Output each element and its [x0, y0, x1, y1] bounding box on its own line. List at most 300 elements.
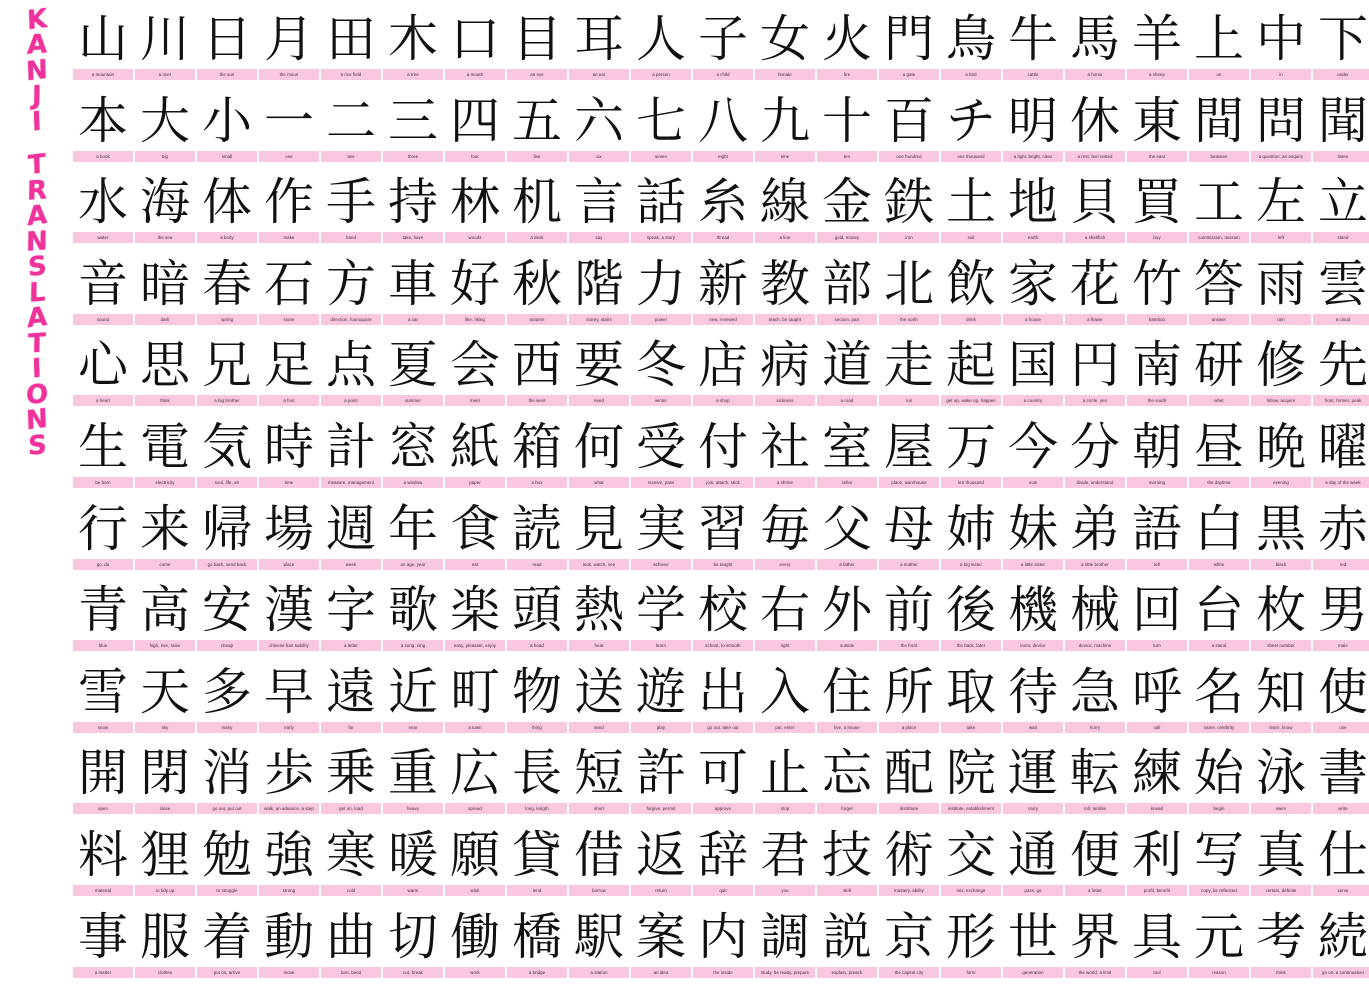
kanji-meaning-label: a town [445, 722, 505, 733]
kanji-cell[interactable] [320, 92, 382, 174]
kanji-cell[interactable] [1002, 663, 1064, 745]
kanji-cell[interactable] [1126, 826, 1188, 908]
kanji-cell[interactable] [320, 826, 382, 908]
kanji-cell[interactable] [630, 826, 692, 908]
kanji-cell[interactable] [816, 10, 878, 92]
kanji-cell[interactable] [568, 581, 630, 663]
kanji-cell[interactable] [506, 255, 568, 337]
kanji-cell[interactable] [444, 173, 506, 255]
kanji-cell[interactable] [1064, 908, 1126, 990]
kanji-meaning-label: four [445, 151, 505, 162]
kanji-cell[interactable] [754, 336, 816, 418]
kanji-cell[interactable] [754, 173, 816, 255]
kanji-cell[interactable] [630, 92, 692, 174]
kanji-meaning-label: a place [879, 722, 939, 733]
kanji-cell[interactable] [940, 255, 1002, 337]
kanji-cell[interactable] [1064, 581, 1126, 663]
kanji-cell[interactable] [382, 255, 444, 337]
kanji-cell[interactable] [1312, 826, 1369, 908]
kanji-cell[interactable] [1188, 908, 1250, 990]
kanji-cell[interactable] [72, 10, 134, 92]
kanji-cell[interactable] [692, 10, 754, 92]
kanji-cell[interactable] [258, 663, 320, 745]
kanji-cell[interactable] [692, 173, 754, 255]
kanji-cell[interactable] [630, 418, 692, 500]
kanji-cell[interactable] [940, 336, 1002, 418]
kanji-cell[interactable] [1250, 744, 1312, 826]
kanji-cell[interactable] [1188, 418, 1250, 500]
kanji-cell[interactable] [568, 908, 630, 990]
kanji-cell[interactable] [320, 744, 382, 826]
kanji-meaning-label: soil [941, 232, 1001, 243]
kanji-cell[interactable] [754, 500, 816, 582]
kanji-character: 九 [760, 91, 810, 150]
kanji-cell[interactable] [1312, 744, 1369, 826]
kanji-character: 日 [202, 10, 252, 68]
kanji-cell[interactable] [1064, 500, 1126, 582]
kanji-meaning-label: heavy [383, 803, 443, 814]
kanji-cell[interactable] [134, 255, 196, 337]
kanji-cell[interactable] [72, 744, 134, 826]
kanji-cell[interactable] [1126, 663, 1188, 745]
kanji-cell[interactable] [196, 173, 258, 255]
kanji-cell[interactable] [878, 663, 940, 745]
kanji-meaning-label: forgive, permit [631, 803, 691, 814]
kanji-cell[interactable] [568, 663, 630, 745]
kanji-cell[interactable] [444, 418, 506, 500]
kanji-cell[interactable] [754, 908, 816, 990]
kanji-cell[interactable] [630, 744, 692, 826]
kanji-cell[interactable] [816, 663, 878, 745]
kanji-cell[interactable] [444, 908, 506, 990]
kanji-cell[interactable] [1126, 173, 1188, 255]
kanji-cell[interactable] [1312, 581, 1369, 663]
kanji-cell[interactable] [1188, 663, 1250, 745]
kanji-cell[interactable] [878, 826, 940, 908]
kanji-cell[interactable] [382, 500, 444, 582]
kanji-cell[interactable] [1250, 663, 1312, 745]
kanji-meaning-label: thing [507, 722, 567, 733]
kanji-cell[interactable] [1064, 92, 1126, 174]
kanji-cell[interactable] [444, 826, 506, 908]
kanji-cell[interactable] [1188, 500, 1250, 582]
kanji-cell[interactable] [568, 826, 630, 908]
kanji-cell[interactable] [320, 173, 382, 255]
kanji-cell[interactable] [940, 500, 1002, 582]
kanji-cell[interactable] [1188, 336, 1250, 418]
kanji-cell[interactable] [816, 336, 878, 418]
kanji-cell[interactable] [630, 336, 692, 418]
kanji-meaning-label: an age, year [383, 559, 443, 570]
kanji-cell[interactable] [1188, 826, 1250, 908]
kanji-cell[interactable] [1312, 92, 1369, 174]
kanji-cell[interactable] [568, 255, 630, 337]
kanji-cell[interactable] [754, 10, 816, 92]
kanji-cell[interactable] [1126, 744, 1188, 826]
kanji-cell[interactable] [1250, 581, 1312, 663]
kanji-cell[interactable] [630, 500, 692, 582]
kanji-cell[interactable] [134, 500, 196, 582]
kanji-cell[interactable] [196, 255, 258, 337]
kanji-cell[interactable] [940, 92, 1002, 174]
kanji-cell[interactable] [878, 10, 940, 92]
kanji-cell[interactable] [72, 908, 134, 990]
kanji-cell[interactable] [878, 418, 940, 500]
kanji-cell[interactable] [878, 336, 940, 418]
kanji-character: 家 [1008, 254, 1058, 313]
kanji-cell[interactable] [1250, 826, 1312, 908]
kanji-cell[interactable] [1188, 10, 1250, 92]
kanji-character: 械 [1070, 581, 1120, 640]
kanji-cell[interactable] [506, 826, 568, 908]
kanji-meaning-label: material [73, 885, 133, 896]
kanji-cell[interactable] [1064, 10, 1126, 92]
kanji-cell[interactable] [1064, 826, 1126, 908]
kanji-meaning-label: direction, foursquare [321, 314, 381, 325]
kanji-cell[interactable] [754, 744, 816, 826]
kanji-cell[interactable] [72, 336, 134, 418]
kanji-cell[interactable] [134, 418, 196, 500]
kanji-cell[interactable] [692, 581, 754, 663]
kanji-cell[interactable] [1250, 418, 1312, 500]
kanji-cell[interactable] [1002, 336, 1064, 418]
kanji-cell[interactable] [1064, 173, 1126, 255]
kanji-cell[interactable] [1002, 173, 1064, 255]
kanji-cell[interactable] [1312, 10, 1369, 92]
kanji-meaning-label: the south [1127, 395, 1187, 406]
kanji-cell[interactable] [568, 92, 630, 174]
kanji-cell[interactable] [754, 418, 816, 500]
kanji-cell[interactable] [1002, 581, 1064, 663]
kanji-cell[interactable] [258, 336, 320, 418]
kanji-cell[interactable] [320, 581, 382, 663]
kanji-cell[interactable] [1126, 336, 1188, 418]
kanji-cell[interactable] [1126, 418, 1188, 500]
kanji-cell[interactable] [134, 581, 196, 663]
kanji-meaning-label: a body [197, 232, 257, 243]
kanji-cell[interactable] [196, 500, 258, 582]
kanji-cell[interactable] [1064, 663, 1126, 745]
kanji-cell[interactable] [816, 826, 878, 908]
kanji-cell[interactable] [1250, 92, 1312, 174]
kanji-cell[interactable] [1250, 10, 1312, 92]
kanji-cell[interactable] [1312, 255, 1369, 337]
kanji-meaning-label: a day of the week [1313, 477, 1369, 488]
kanji-cell[interactable] [630, 663, 692, 745]
kanji-meaning-label: a little sister [1003, 559, 1063, 570]
kanji-cell[interactable] [382, 92, 444, 174]
kanji-character: 借 [574, 825, 624, 884]
kanji-meaning-label: drink [941, 314, 1001, 325]
kanji-cell[interactable] [506, 663, 568, 745]
kanji-cell[interactable] [1126, 92, 1188, 174]
kanji-cell[interactable] [196, 744, 258, 826]
kanji-cell[interactable] [1312, 173, 1369, 255]
kanji-cell[interactable] [72, 500, 134, 582]
kanji-cell[interactable] [134, 92, 196, 174]
kanji-cell[interactable] [1002, 908, 1064, 990]
kanji-character: 運 [1008, 744, 1058, 803]
kanji-cell[interactable] [816, 500, 878, 582]
kanji-cell[interactable] [1188, 744, 1250, 826]
kanji-cell[interactable] [692, 908, 754, 990]
kanji-cell[interactable] [196, 826, 258, 908]
kanji-cell[interactable] [320, 418, 382, 500]
kanji-cell[interactable] [754, 92, 816, 174]
kanji-cell[interactable] [506, 500, 568, 582]
title-char: S [27, 251, 47, 284]
kanji-cell[interactable] [878, 255, 940, 337]
kanji-cell[interactable] [1250, 336, 1312, 418]
kanji-cell[interactable] [940, 826, 1002, 908]
kanji-cell[interactable] [1188, 92, 1250, 174]
kanji-cell[interactable] [382, 418, 444, 500]
kanji-cell[interactable] [196, 92, 258, 174]
kanji-cell[interactable] [444, 500, 506, 582]
kanji-cell[interactable] [72, 418, 134, 500]
kanji-character: 消 [202, 744, 252, 803]
kanji-cell[interactable] [630, 581, 692, 663]
kanji-cell[interactable] [692, 418, 754, 500]
kanji-cell[interactable] [196, 336, 258, 418]
kanji-cell[interactable] [1002, 10, 1064, 92]
kanji-character: 秋 [512, 254, 562, 313]
kanji-character: 北 [884, 254, 934, 313]
kanji-cell[interactable] [382, 663, 444, 745]
kanji-cell[interactable] [816, 173, 878, 255]
kanji-cell[interactable] [692, 744, 754, 826]
kanji-cell[interactable] [1064, 418, 1126, 500]
kanji-cell[interactable] [940, 10, 1002, 92]
kanji-cell[interactable] [1064, 336, 1126, 418]
kanji-cell[interactable] [878, 908, 940, 990]
kanji-character: 雲 [1318, 254, 1368, 313]
kanji-cell[interactable] [382, 173, 444, 255]
kanji-cell[interactable] [1002, 418, 1064, 500]
kanji-meaning-label: teach, be taught [755, 314, 815, 325]
kanji-cell[interactable] [568, 10, 630, 92]
kanji-cell[interactable] [506, 10, 568, 92]
kanji-meaning-label: clothes [135, 967, 195, 978]
kanji-cell[interactable] [692, 663, 754, 745]
kanji-meaning-label: easy, pleasant, enjoy [445, 640, 505, 651]
kanji-cell[interactable] [258, 255, 320, 337]
kanji-cell[interactable] [196, 908, 258, 990]
kanji-cell[interactable] [940, 418, 1002, 500]
kanji-cell[interactable] [1312, 663, 1369, 745]
kanji-cell[interactable] [134, 10, 196, 92]
kanji-cell[interactable] [692, 255, 754, 337]
kanji-meaning-label: live, a house [817, 722, 877, 733]
kanji-cell[interactable] [568, 500, 630, 582]
kanji-cell[interactable] [568, 418, 630, 500]
kanji-cell[interactable] [1002, 92, 1064, 174]
kanji-cell[interactable] [72, 173, 134, 255]
kanji-cell[interactable] [444, 663, 506, 745]
kanji-cell[interactable] [320, 336, 382, 418]
kanji-cell[interactable] [134, 744, 196, 826]
kanji-character: 右 [760, 581, 810, 640]
kanji-cell[interactable] [444, 336, 506, 418]
kanji-cell[interactable] [878, 744, 940, 826]
kanji-cell[interactable] [134, 908, 196, 990]
kanji-cell[interactable] [1188, 255, 1250, 337]
kanji-cell[interactable] [1126, 500, 1188, 582]
kanji-cell[interactable] [1250, 255, 1312, 337]
kanji-cell[interactable] [444, 92, 506, 174]
kanji-cell[interactable] [134, 826, 196, 908]
kanji-cell[interactable] [1188, 173, 1250, 255]
kanji-cell[interactable] [196, 418, 258, 500]
kanji-cell[interactable] [320, 663, 382, 745]
kanji-character: 曲 [326, 907, 376, 966]
kanji-cell[interactable] [630, 173, 692, 255]
kanji-cell[interactable] [940, 663, 1002, 745]
kanji-cell[interactable] [940, 744, 1002, 826]
kanji-character: 病 [760, 336, 810, 395]
kanji-cell[interactable] [878, 173, 940, 255]
kanji-cell[interactable] [940, 173, 1002, 255]
kanji-cell[interactable] [816, 255, 878, 337]
kanji-cell[interactable] [754, 826, 816, 908]
kanji-cell[interactable] [72, 826, 134, 908]
kanji-meaning-label: tell [1127, 559, 1187, 570]
kanji-cell[interactable] [382, 826, 444, 908]
kanji-meaning-label: black [1251, 559, 1311, 570]
kanji-character: 川 [140, 10, 190, 68]
kanji-cell[interactable] [72, 581, 134, 663]
kanji-cell[interactable] [382, 744, 444, 826]
kanji-cell[interactable] [692, 336, 754, 418]
kanji-cell[interactable] [1312, 336, 1369, 418]
kanji-cell[interactable] [258, 10, 320, 92]
kanji-cell[interactable] [382, 581, 444, 663]
kanji-cell[interactable] [258, 173, 320, 255]
kanji-cell[interactable] [444, 10, 506, 92]
kanji-cell[interactable] [134, 336, 196, 418]
kanji-cell[interactable] [754, 663, 816, 745]
kanji-cell[interactable] [1002, 500, 1064, 582]
kanji-cell[interactable] [568, 336, 630, 418]
kanji-cell[interactable] [816, 92, 878, 174]
kanji-cell[interactable] [940, 908, 1002, 990]
kanji-meaning-label: far [321, 722, 381, 733]
kanji-cell[interactable] [1312, 500, 1369, 582]
kanji-cell[interactable] [1250, 908, 1312, 990]
kanji-cell[interactable] [72, 663, 134, 745]
kanji-cell[interactable] [506, 92, 568, 174]
kanji-cell[interactable] [940, 581, 1002, 663]
kanji-cell[interactable] [72, 255, 134, 337]
kanji-cell[interactable] [1188, 581, 1250, 663]
kanji-cell[interactable] [320, 255, 382, 337]
kanji-cell[interactable] [816, 744, 878, 826]
kanji-cell[interactable] [1126, 581, 1188, 663]
kanji-cell[interactable] [878, 92, 940, 174]
kanji-character: 帰 [202, 499, 252, 558]
kanji-cell[interactable] [320, 10, 382, 92]
kanji-cell[interactable] [382, 908, 444, 990]
kanji-cell[interactable] [134, 663, 196, 745]
kanji-cell[interactable] [506, 418, 568, 500]
kanji-character: 転 [1070, 744, 1120, 803]
kanji-cell[interactable] [320, 908, 382, 990]
title-char: N [25, 54, 49, 88]
kanji-character: 女 [760, 10, 810, 68]
kanji-cell[interactable] [1126, 255, 1188, 337]
kanji-cell[interactable] [754, 581, 816, 663]
kanji-cell[interactable] [134, 173, 196, 255]
kanji-cell[interactable] [444, 581, 506, 663]
kanji-cell[interactable] [1002, 826, 1064, 908]
kanji-cell[interactable] [1002, 255, 1064, 337]
kanji-cell[interactable] [506, 173, 568, 255]
kanji-cell[interactable] [258, 500, 320, 582]
kanji-cell[interactable] [382, 336, 444, 418]
kanji-cell[interactable] [630, 10, 692, 92]
kanji-cell[interactable] [320, 500, 382, 582]
kanji-cell[interactable] [258, 826, 320, 908]
kanji-cell[interactable] [258, 92, 320, 174]
kanji-character: 場 [264, 499, 314, 558]
kanji-cell[interactable] [1312, 908, 1369, 990]
kanji-character: 実 [636, 499, 686, 558]
kanji-cell[interactable] [506, 744, 568, 826]
kanji-cell[interactable] [1002, 744, 1064, 826]
kanji-cell[interactable] [444, 255, 506, 337]
kanji-cell[interactable] [1064, 744, 1126, 826]
kanji-cell[interactable] [196, 663, 258, 745]
kanji-cell[interactable] [630, 255, 692, 337]
kanji-cell[interactable] [444, 744, 506, 826]
kanji-cell[interactable] [568, 173, 630, 255]
kanji-cell[interactable] [692, 92, 754, 174]
kanji-cell[interactable] [258, 908, 320, 990]
kanji-cell[interactable] [506, 908, 568, 990]
kanji-character: 男 [1318, 581, 1368, 640]
kanji-cell[interactable] [258, 581, 320, 663]
kanji-cell[interactable] [816, 418, 878, 500]
kanji-cell[interactable] [1312, 418, 1369, 500]
kanji-cell[interactable] [382, 10, 444, 92]
kanji-cell[interactable] [506, 336, 568, 418]
kanji-cell[interactable] [754, 255, 816, 337]
kanji-cell[interactable] [1250, 500, 1312, 582]
kanji-cell[interactable] [506, 581, 568, 663]
kanji-character: 東 [1132, 91, 1182, 150]
kanji-cell[interactable] [1126, 10, 1188, 92]
kanji-cell[interactable] [1250, 173, 1312, 255]
kanji-cell[interactable] [1126, 908, 1188, 990]
kanji-cell[interactable] [1064, 255, 1126, 337]
kanji-meaning-label: ten [817, 151, 877, 162]
kanji-cell[interactable] [630, 908, 692, 990]
kanji-character: 名 [1194, 662, 1244, 721]
kanji-cell[interactable] [568, 744, 630, 826]
kanji-cell[interactable] [816, 908, 878, 990]
kanji-cell[interactable] [692, 500, 754, 582]
kanji-cell[interactable] [878, 581, 940, 663]
kanji-cell[interactable] [258, 744, 320, 826]
kanji-cell[interactable] [196, 10, 258, 92]
kanji-cell[interactable] [816, 581, 878, 663]
kanji-cell[interactable] [692, 826, 754, 908]
kanji-cell[interactable] [258, 418, 320, 500]
kanji-cell[interactable] [72, 92, 134, 174]
kanji-cell[interactable] [878, 500, 940, 582]
kanji-character: 暖 [388, 825, 438, 884]
kanji-cell[interactable] [196, 581, 258, 663]
